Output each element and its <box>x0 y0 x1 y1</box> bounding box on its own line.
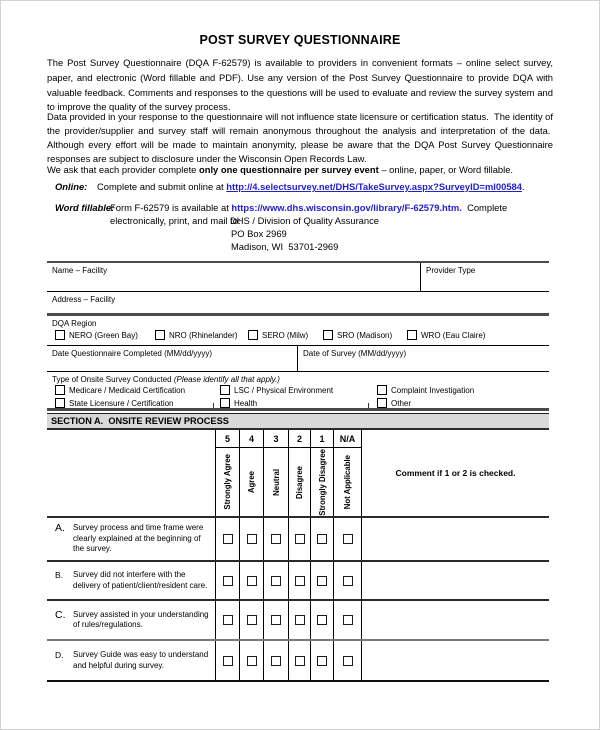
comment-field-d[interactable] <box>361 641 549 680</box>
rating-checkbox-d-1[interactable] <box>317 656 327 666</box>
checkbox-complaint[interactable] <box>377 385 387 395</box>
checkbox-health[interactable] <box>220 398 230 408</box>
dqa-region-row <box>47 316 549 346</box>
type-option-complaint <box>377 385 474 395</box>
rating-checkbox-b-2[interactable] <box>295 576 305 586</box>
rating-checkbox-a-2[interactable] <box>295 534 305 544</box>
scale-label-agree: Agree <box>247 470 256 494</box>
rating-checkbox-c-4[interactable] <box>247 615 257 625</box>
column-header-4: 4 Agree <box>239 430 263 516</box>
dqa-option-nero <box>55 330 138 340</box>
address-facility-field[interactable] <box>47 292 549 316</box>
rating-checkbox-a-4[interactable] <box>247 534 257 544</box>
rating-checkbox-b-na[interactable] <box>343 576 353 586</box>
question-row-b <box>47 562 549 601</box>
online-survey-link[interactable]: http://4.selectsurvey.net/DHS/TakeSurvey.aspx?SurveyID=ml00584 <box>226 181 522 192</box>
scale-label-disagree: Disagree <box>295 465 304 499</box>
rating-checkbox-d-4[interactable] <box>247 656 257 666</box>
rating-checkbox-a-3[interactable] <box>271 534 281 544</box>
facility-info-table <box>47 261 549 411</box>
column-header-3: 3 Neutral <box>263 430 288 516</box>
dqa-option-wro <box>407 330 485 340</box>
rating-checkbox-d-5[interactable] <box>223 656 233 666</box>
checkbox-state-licensure-label: State Licensure / Certification <box>69 398 174 408</box>
ask-bold-text: only one questionnaire per survey event <box>199 164 379 175</box>
online-text: Complete and submit online at <box>97 181 227 192</box>
rating-checkbox-c-1[interactable] <box>317 615 327 625</box>
checkbox-other-label: Other <box>391 398 412 408</box>
rating-checkbox-d-3[interactable] <box>271 656 281 666</box>
rating-checkbox-a-5[interactable] <box>223 534 233 544</box>
type-option-health <box>220 398 257 408</box>
online-after: . <box>521 181 525 192</box>
rating-checkbox-b-1[interactable] <box>317 576 327 586</box>
question-text: Survey assisted in your understanding of rules/regulations. <box>73 609 209 629</box>
checkbox-nero-label: NERO (Green Bay) <box>69 330 138 340</box>
type-option-other <box>377 398 411 408</box>
question-row-d <box>47 641 549 682</box>
section-a-rating-table <box>47 428 549 682</box>
form-download-link[interactable]: https://www.dhs.wisconsin.gov/library/F-62579.htm. <box>231 202 462 213</box>
rating-checkbox-c-5[interactable] <box>223 615 233 625</box>
checkbox-wro-label: WRO (Eau Claire) <box>421 330 486 340</box>
question-text: Survey Guide was easy to understand and helpful during survey. <box>73 650 209 670</box>
rating-checkbox-b-5[interactable] <box>223 576 233 586</box>
checkbox-complaint-label: Complaint Investigation <box>391 385 475 395</box>
word-fillable-instruction <box>110 202 507 213</box>
mail-city: Madison, WI 53701-2969 <box>231 241 339 252</box>
question-letter: A. <box>55 522 65 535</box>
rating-checkbox-c-na[interactable] <box>343 615 353 625</box>
word-fillable-after: Complete <box>461 202 508 213</box>
checkbox-health-label: Health <box>234 398 258 408</box>
checkbox-medicare-label: Medicare / Medicaid Certification <box>69 385 186 395</box>
name-facility-field[interactable] <box>47 261 549 292</box>
scale-label-not-applicable: Not Applicable <box>343 454 352 510</box>
question-text: Survey process and time frame were clearly explained at the beginning of the survey. <box>73 523 204 554</box>
rating-checkbox-d-na[interactable] <box>343 656 353 666</box>
word-fillable-label: Word fillable: <box>55 202 115 213</box>
rating-checkbox-d-2[interactable] <box>295 656 305 666</box>
intro-paragraph-1: The Post Survey Questionnaire (DQA F-62579) is available to providers in convenient formats – online select survey, paper, and electronic (Word fillable and PDF). Use any version of the Post Survey Questionnaire to provide DQA with valuable feedback. Comments and responses to the questions will be used to evaluate and review the survey system and to improve the quality of the survey process. <box>47 57 553 113</box>
scale-label-strongly-agree: Strongly Agree <box>223 454 232 510</box>
comment-column-header: Comment if 1 or 2 is checked. <box>361 430 549 516</box>
mail-name: DHS / Division of Quality Assurance <box>230 215 380 226</box>
date-of-survey-label: Date of Survey (MM/dd/yyyy) <box>303 349 407 358</box>
column-header-5: 5 Strongly Agree <box>215 430 239 516</box>
type-option-medicare <box>55 385 185 395</box>
dqa-option-nro <box>155 330 237 340</box>
survey-type-note: (Please identify all that apply.) <box>173 375 280 384</box>
question-column-header <box>47 430 215 516</box>
question-letter: C. <box>55 608 66 621</box>
rating-checkbox-b-4[interactable] <box>247 576 257 586</box>
grid-stub <box>368 403 369 408</box>
online-label: Online: <box>55 181 88 192</box>
section-a-header: SECTION A. ONSITE REVIEW PROCESS <box>47 413 549 428</box>
checkbox-sero[interactable] <box>248 330 258 340</box>
scale-label-neutral: Neutral <box>271 468 281 496</box>
survey-type-label: Type of Onsite Survey Conducted (Please identify all that apply.) <box>52 375 280 384</box>
question-row-c <box>47 601 549 641</box>
online-instruction <box>97 181 525 192</box>
checkbox-nro-label: NRO (Rhinelander) <box>169 330 238 340</box>
comment-field-a[interactable] <box>361 518 549 560</box>
checkbox-medicare-medicaid[interactable] <box>55 385 65 395</box>
dqa-option-sro <box>323 330 392 340</box>
ask-prefix: We ask that each provider complete <box>47 164 199 175</box>
checkbox-sro[interactable] <box>323 330 333 340</box>
dates-row <box>47 346 549 372</box>
mail-instruction: electronically, print, and mail to: <box>110 215 241 226</box>
question-letter: D. <box>55 650 64 660</box>
one-questionnaire-instruction <box>47 164 553 175</box>
rating-checkbox-a-na[interactable] <box>343 534 353 544</box>
question-text: Survey did not interfere with the delivery of patient/client/resident care. <box>73 570 208 590</box>
checkbox-other[interactable] <box>377 398 387 408</box>
comment-field-b[interactable] <box>361 562 549 599</box>
rating-checkbox-a-1[interactable] <box>317 534 327 544</box>
word-fillable-text: Form F-62579 is available at <box>110 202 232 213</box>
type-option-lsc <box>220 385 333 395</box>
rating-checkbox-c-2[interactable] <box>295 615 305 625</box>
ask-suffix: – online, paper, or Word fillable. <box>378 164 514 175</box>
checkbox-nro[interactable] <box>155 330 165 340</box>
checkbox-state-licensure[interactable] <box>55 398 65 408</box>
column-header-na: N/A Not Applicable <box>333 430 361 516</box>
column-header-1: 1 Strongly Disagree <box>310 430 333 516</box>
rating-checkbox-c-3[interactable] <box>271 615 281 625</box>
question-letter: B. <box>55 570 64 580</box>
page-title: POST SURVEY QUESTIONNAIRE <box>199 33 401 47</box>
address-facility-label: Address – Facility <box>52 295 116 304</box>
question-row-a <box>47 518 549 562</box>
date-of-survey-field[interactable] <box>297 346 549 371</box>
name-facility-label: Name – Facility <box>52 266 108 275</box>
provider-type-field[interactable] <box>420 263 549 291</box>
dqa-region-label: DQA Region <box>52 319 97 328</box>
provider-type-label: Provider Type <box>426 266 476 275</box>
date-questionnaire-completed-field[interactable]: Date Questionnaire Completed (MM/dd/yyyy) <box>52 349 213 358</box>
checkbox-wro[interactable] <box>407 330 417 340</box>
grid-stub <box>213 403 214 408</box>
mail-po-box: PO Box 2969 <box>231 228 287 239</box>
scale-label-strongly-disagree: Strongly Disagree <box>317 448 327 516</box>
checkbox-lsc-label: LSC / Physical Environment <box>234 385 334 395</box>
checkbox-sero-label: SERO (Milw) <box>262 330 309 340</box>
comment-field-c[interactable] <box>361 601 549 639</box>
checkbox-nero[interactable] <box>55 330 65 340</box>
rating-checkbox-b-3[interactable] <box>271 576 281 586</box>
column-header-2: 2 Disagree <box>288 430 310 516</box>
survey-type-row <box>47 372 549 411</box>
intro-paragraph-2: Data provided in your response to the questionnaire will not influence state licensure or certification status. The identity of the provider/supplier and survey staff will remain anonymous throughout the analysis and interpretation of the data. Although every effort will be made to maintain anonymity, please be aware that the DQA Post Survey Questionnaire responses are subject to disclosure under the Wisconsin Open Records Law. <box>47 111 553 164</box>
type-option-state-licensure <box>55 398 174 408</box>
rating-table-header <box>47 428 549 518</box>
checkbox-lsc-physical[interactable] <box>220 385 230 395</box>
checkbox-sro-label: SRO (Madison) <box>337 330 393 340</box>
dqa-option-sero <box>248 330 308 340</box>
